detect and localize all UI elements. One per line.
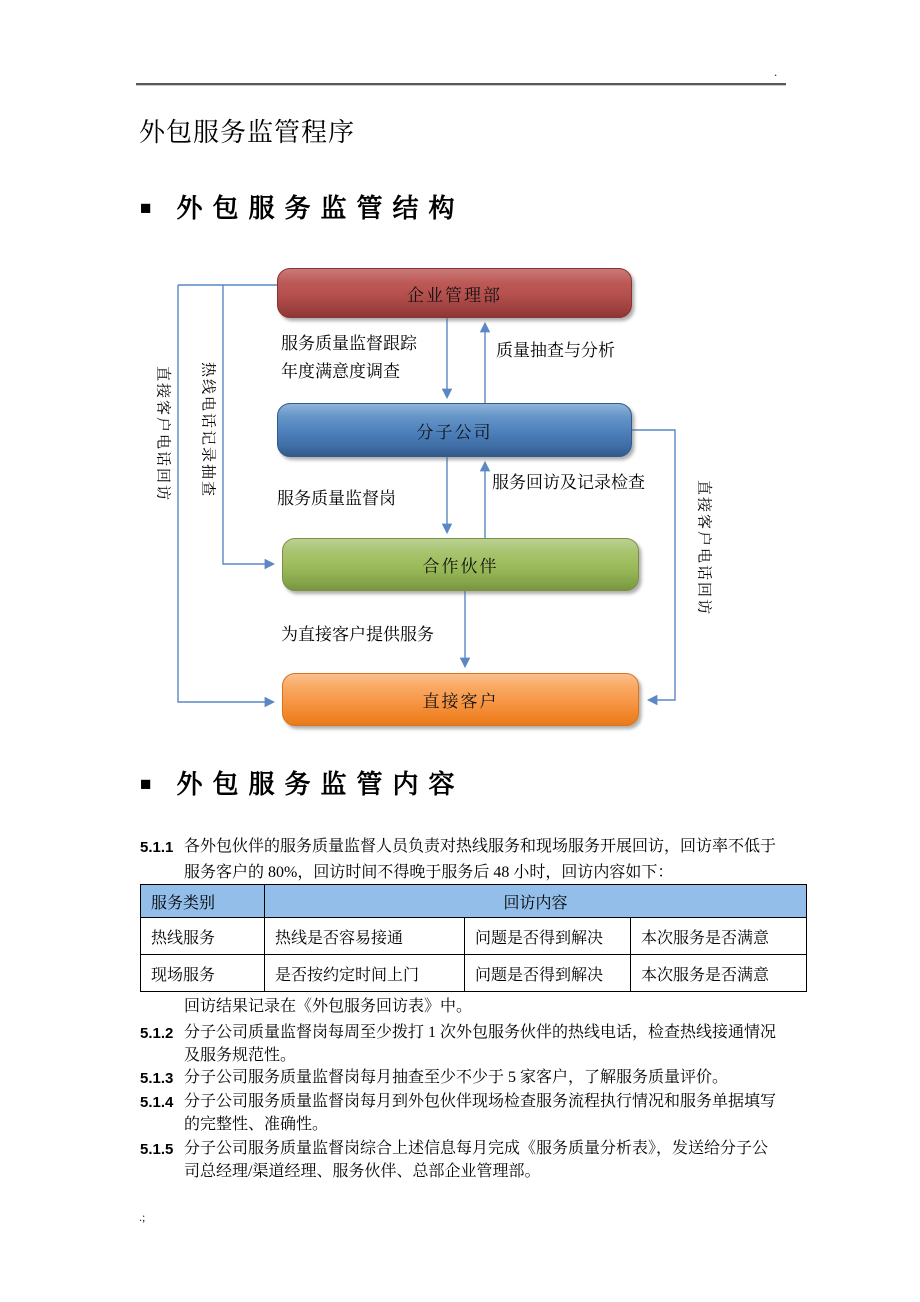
section-heading-text: 外包服务监管内容 (176, 770, 465, 799)
header-cell-visit-content: 回访内容 (265, 885, 807, 918)
paragraph-line: 分子公司服务质量监督岗每月到外包伙伴现场检查服务流程执行情况和服务单据填写 (184, 1093, 777, 1110)
table-cell: 热线服务 (141, 918, 265, 955)
paragraph-line: 分子公司质量监督岗每周至少拨打 1 次外包服务伙伴的热线电话，检查热线接通情况 (184, 1024, 777, 1041)
paragraph-5-1-5 (140, 1137, 808, 1183)
paragraph-number: 5.1.3 (140, 1070, 174, 1087)
paragraph-number: 5.1.1 (140, 839, 174, 856)
label-vertical-customer-phone-visit-left: 直接客户电话回访 (154, 365, 171, 502)
bullet-square-icon: ■ (140, 197, 152, 219)
table-cell: 本次服务是否满意 (631, 955, 807, 992)
label-quality-supervision (281, 330, 417, 386)
paragraph-line: 司总经理/渠道经理、服务伙伴、总部企业管理部。 (184, 1163, 541, 1180)
page-title: 外包服务监管程序 (139, 118, 356, 147)
review-table (140, 884, 807, 992)
table-cell: 问题是否得到解决 (465, 918, 631, 955)
paragraph-5-1-1 (140, 834, 808, 886)
node-label: 合作伙伴 (422, 557, 499, 576)
header-cell-service-type: 服务类别 (141, 885, 265, 918)
node-partner (282, 538, 639, 591)
paragraph-line: 各外包伙伴的服务质量监督人员负责对热线服务和现场服务开展回访，回访率不低于 (184, 838, 777, 855)
paragraph-5-1-2 (140, 1021, 808, 1067)
paragraph-line: 及服务规范性。 (184, 1047, 297, 1064)
node-enterprise-management (277, 268, 632, 318)
paragraph-number: 5.1.2 (140, 1025, 174, 1042)
node-label: 直接客户 (422, 692, 499, 711)
label-quality-supervision-post: 服务质量监督岗 (277, 489, 396, 508)
table-row (141, 918, 807, 955)
label-vertical-customer-phone-visit-right: 直接客户电话回访 (695, 479, 712, 616)
paragraph-line: 的完整性、准确性。 (184, 1116, 329, 1133)
paragraph-number: 5.1.5 (140, 1141, 174, 1158)
bullet-square-icon: ■ (140, 773, 152, 795)
paragraph-line: 服务客户的 80%，回访时间不得晚于服务后 48 小时，回访内容如下： (184, 864, 674, 881)
section-heading-text: 外包服务监管结构 (176, 194, 465, 223)
label-line: 年度满意度调查 (281, 362, 400, 381)
label-vertical-hotline-record-check: 热线电话记录抽查 (199, 361, 216, 498)
table-cell: 问题是否得到解决 (465, 955, 631, 992)
table-cell: 本次服务是否满意 (631, 918, 807, 955)
paragraph-line: 分子公司服务质量监督岗综合上述信息每月完成《服务质量分析表》，发送给分子公 (184, 1140, 769, 1157)
paragraph-line: 分子公司服务质量监督岗每月抽查至少不少于 5 家客户，了解服务质量评价。 (184, 1069, 729, 1086)
footer-text: .; (139, 1210, 146, 1224)
table-cell: 现场服务 (141, 955, 265, 992)
table-row (141, 955, 807, 992)
node-direct-customer (282, 673, 639, 726)
paragraph-5-1-3 (140, 1066, 808, 1089)
node-label: 企业管理部 (407, 285, 502, 305)
paragraph-note (140, 995, 808, 1018)
label-service-return-visit-check: 服务回访及记录检查 (492, 473, 645, 492)
label-quality-spot-check: 质量抽查与分析 (496, 341, 615, 360)
table-header-row (141, 885, 807, 918)
table-cell: 是否按约定时间上门 (265, 955, 465, 992)
section-heading-content (140, 764, 465, 801)
node-subsidiary-company (277, 403, 632, 457)
label-line: 服务质量监督跟踪 (281, 334, 417, 353)
paragraph-number: 5.1.4 (140, 1094, 174, 1111)
node-label: 分子公司 (416, 422, 493, 442)
paragraph-line: 回访结果记录在《外包服务回访表》中。 (184, 998, 473, 1015)
label-provide-service: 为直接客户提供服务 (281, 625, 434, 644)
paragraph-5-1-4 (140, 1090, 808, 1136)
table-cell: 热线是否容易接通 (265, 918, 465, 955)
header-dot: . (774, 64, 778, 79)
